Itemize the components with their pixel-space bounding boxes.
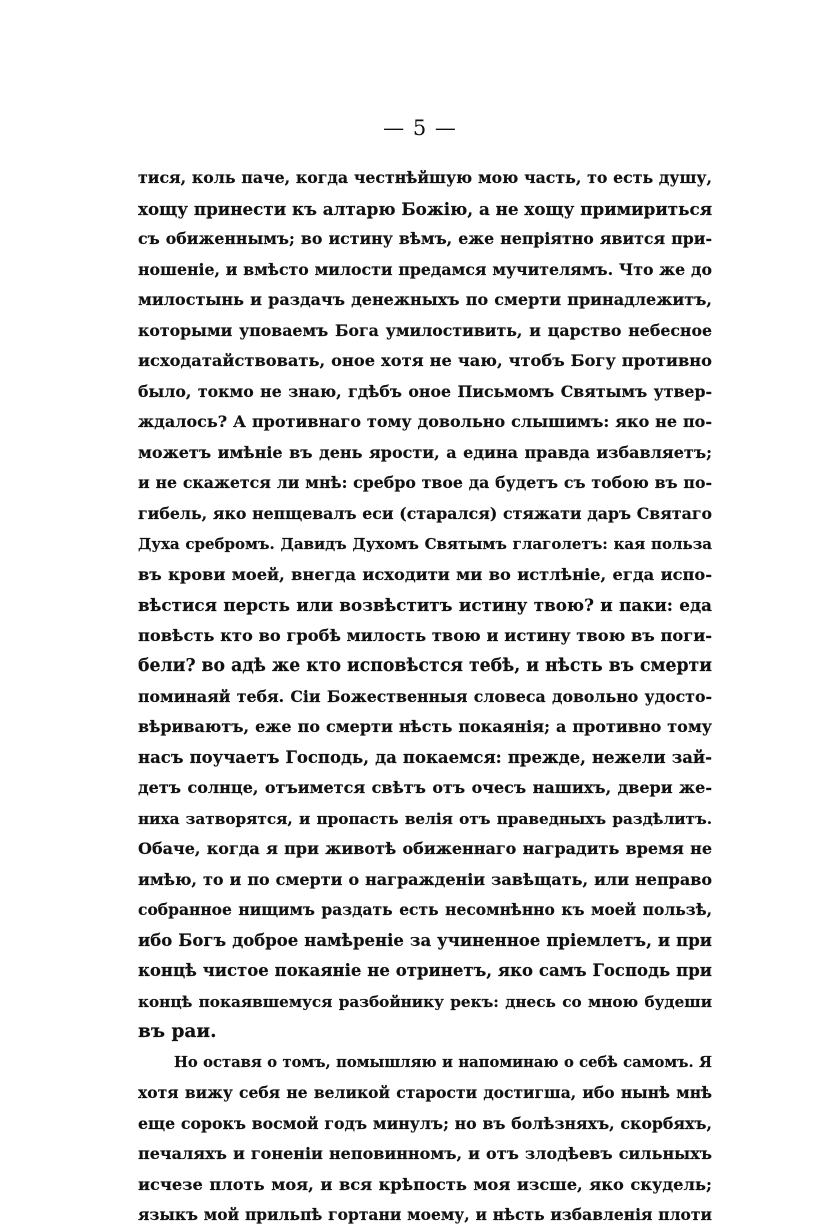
- text-line: ниха затворятся, и пропасть велiя отъ праведныхъ раздѣлитъ.: [138, 809, 712, 828]
- page-number: — 5 —: [383, 116, 457, 140]
- text-line: Обаче, когда я при животѣ обиженнаго наградить время не: [138, 839, 712, 858]
- text-line: вѣстися персть или возвѣститъ истину твою? и паки: еда: [138, 595, 712, 615]
- text-line: и не скажется ли мнѣ: сребро твое да будетъ съ тобою въ по-: [138, 473, 712, 492]
- text-line: съ обиженнымъ; во истину вѣмъ, еже непрiятно явится при-: [138, 229, 712, 248]
- text-line: ношенiе, и вмѣсто милости предамся мучителямъ. Что же до: [138, 259, 712, 279]
- text-line: милостынь и раздачъ денежныхъ по смерти принадлежитъ,: [138, 290, 712, 309]
- text-line: собранное нищимъ раздать есть несомнѣнно къ моей пользѣ,: [138, 900, 712, 919]
- text-line: исходатайствовать, оное хотя не чаю, чтобъ Богу противно: [138, 351, 712, 370]
- text-line: хотя вижу себя не великой старости достигша, ибо нынѣ мнѣ: [138, 1083, 712, 1102]
- text-line: языкъ мой прильпѣ гортани моему, и нѣсть избавленiя плоти: [138, 1205, 712, 1224]
- text-line: ждалось? А противнаго тому довольно слышимъ: яко не по-: [138, 412, 712, 431]
- text-line: было, токмо не знаю, гдѣбъ оное Письмомъ Святымъ утвер-: [138, 381, 712, 401]
- text-line: ибо Богъ доброе намѣренiе за учиненное прiемлетъ, и при: [138, 930, 712, 950]
- text-line: Но оставя о томъ, помышляю и напоминаю о себѣ самомъ. Я: [174, 1053, 712, 1071]
- text-line: въ раи.: [138, 1021, 217, 1042]
- text-line: можетъ имѣнiе въ день ярости, а едина правда избавляетъ;: [138, 442, 712, 462]
- text-line: имѣю, то и по смерти о награжденiи завѣщать, или неправо: [138, 869, 712, 889]
- text-line: исчезе плоть моя, и вся крѣпость моя изсше, яко скудель;: [138, 1174, 712, 1194]
- text-line: насъ поучаетъ Господь, да покаемся: прежде, нежели зай-: [138, 747, 712, 767]
- text-line: еще сорокъ восмой годъ минулъ; но въ болѣзняхъ, скорбяхъ,: [138, 1113, 712, 1133]
- text-line: поминаяй тебя. Сiи Божественныя словеса довольно удосто-: [138, 686, 712, 706]
- text-line: въ крови моей, внегда исходити ми во истлѣнiе, егда испо-: [138, 564, 712, 584]
- text-line: детъ солнце, отъимется свѣтъ отъ очесъ нашихъ, двери же-: [138, 778, 712, 797]
- text-line: концѣ покаявшемуся разбойнику рекъ: днесь со мною будеши: [138, 992, 712, 1011]
- paragraph-1: [138, 163, 712, 1048]
- text-line: гибель, яко непщевалъ еси (старался) стяжати даръ Святаго: [138, 503, 712, 523]
- body-text: [138, 163, 712, 1231]
- paragraph-2: [138, 1048, 712, 1231]
- text-line: повѣсть кто во гробѣ милость твою и истину твою въ поги-: [138, 625, 712, 645]
- text-line: Духа сребромъ. Давидъ Духомъ Святымъ глаголетъ: кая польза: [138, 535, 712, 553]
- text-line: вѣриваютъ, еже по смерти нѣсть покаянiя; а противно тому: [138, 717, 712, 736]
- text-line: бели? во адѣ же кто исповѣстся тебѣ, и нѣсть въ смерти: [138, 656, 712, 676]
- text-line: тися, коль паче, когда честнѣйшую мою часть, то есть душу,: [138, 168, 712, 187]
- text-line: концѣ чистое покаянiе не отринетъ, яко самъ Господь при: [138, 961, 712, 980]
- text-line: хощу принести къ алтарю Божiю, а не хощу примириться: [138, 198, 712, 219]
- text-line: которыми уповаемъ Бога умилостивить, и царство небесное: [138, 320, 712, 340]
- text-line: печаляхъ и гоненiи неповинномъ, и отъ злодѣевъ сильныхъ: [138, 1144, 712, 1163]
